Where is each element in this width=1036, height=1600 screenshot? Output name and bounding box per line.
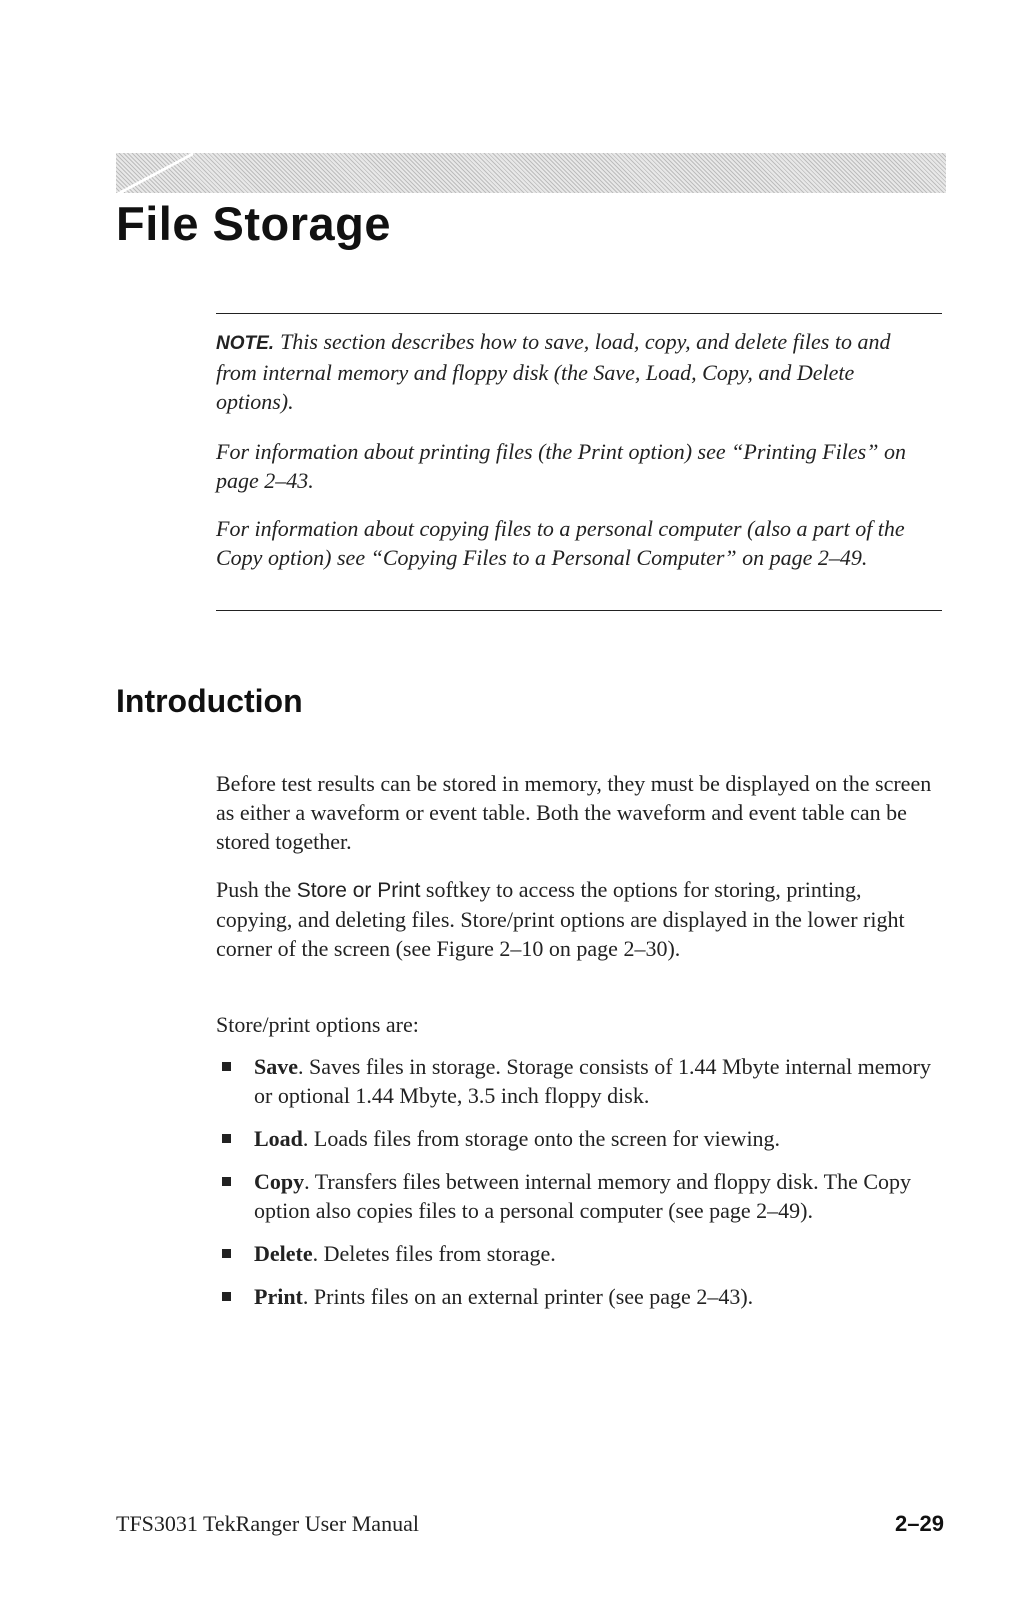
option-text-copy: . Transfers files between internal memory and floppy disk. The Copy option also copies files to a personal computer (see page 2–49).: [254, 1169, 912, 1223]
option-text-print: . Prints files on an external printer (see page 2–43).: [302, 1284, 754, 1309]
intro-paragraph-1: Before test results can be stored in memory, they must be displayed on the screen as either a waveform or event table. Both the waveform and event table can be stored together.: [216, 771, 932, 854]
option-term-print: Print: [254, 1284, 303, 1309]
option-text-load: . Loads files from storage onto the screen for viewing.: [302, 1126, 781, 1151]
note-label: NOTE.: [216, 333, 275, 354]
chapter-title: File Storage: [116, 197, 392, 250]
section-title-introduction: Introduction: [116, 683, 303, 719]
store-or-print-softkey-label: Store or Print: [296, 879, 421, 902]
chapter-banner: [116, 153, 946, 193]
note-top-rule: [216, 313, 942, 314]
list-item-delete: [216, 1239, 936, 1268]
list-item-copy: [216, 1167, 936, 1225]
bullet-square-icon: [222, 1292, 231, 1301]
bullet-square-icon: [222, 1177, 231, 1186]
list-item-save: [216, 1052, 936, 1110]
note-paragraph-3: For information about copying files to a personal computer (also a part of the Copy option) see “Copying Files to a Personal Computer” on page 2–49.: [216, 516, 905, 570]
footer-manual-title: TFS3031 TekRanger User Manual: [116, 1511, 419, 1536]
intro-paragraph-2-start: Push the: [216, 877, 297, 902]
bullet-square-icon: [222, 1249, 231, 1258]
bullet-square-icon: [222, 1062, 231, 1071]
note-bottom-rule: [216, 610, 942, 611]
note-paragraph-1: [216, 327, 936, 416]
note-paragraph-1-text: This section describes how to save, load, copy, and delete files to and from internal memory and floppy disk (the Save, Load, Copy, and Delete options).: [216, 329, 891, 414]
option-term-save: Save: [254, 1054, 298, 1079]
option-text-save: . Saves files in storage. Storage consists of 1.44 Mbyte internal memory or optional 1.44 Mbyte, 3.5 inch floppy disk.: [254, 1054, 931, 1108]
intro-paragraph-2: [216, 875, 936, 963]
option-term-delete: Delete: [254, 1241, 313, 1266]
list-item-load: [216, 1124, 936, 1153]
option-term-load: Load: [254, 1126, 303, 1151]
footer-page-number: 2–29: [895, 1511, 944, 1536]
intro-paragraph-2-end: softkey to access the options for storing, printing, copying, and deleting files. Store/print options are displayed in the lower right corner of the screen (see Figure 2–10 on page 2–30).: [216, 877, 905, 961]
option-term-copy: Copy: [254, 1169, 305, 1194]
store-print-options-list: [216, 1052, 936, 1325]
list-item-print: [216, 1282, 936, 1311]
chapter-banner-slash: [118, 153, 193, 193]
bullet-square-icon: [222, 1134, 231, 1143]
note-paragraph-2: For information about printing files (the Print option) see “Printing Files” on page 2–43.: [216, 439, 906, 493]
intro-paragraph-3: Store/print options are:: [216, 1012, 419, 1037]
option-text-delete: . Deletes files from storage.: [312, 1241, 556, 1266]
